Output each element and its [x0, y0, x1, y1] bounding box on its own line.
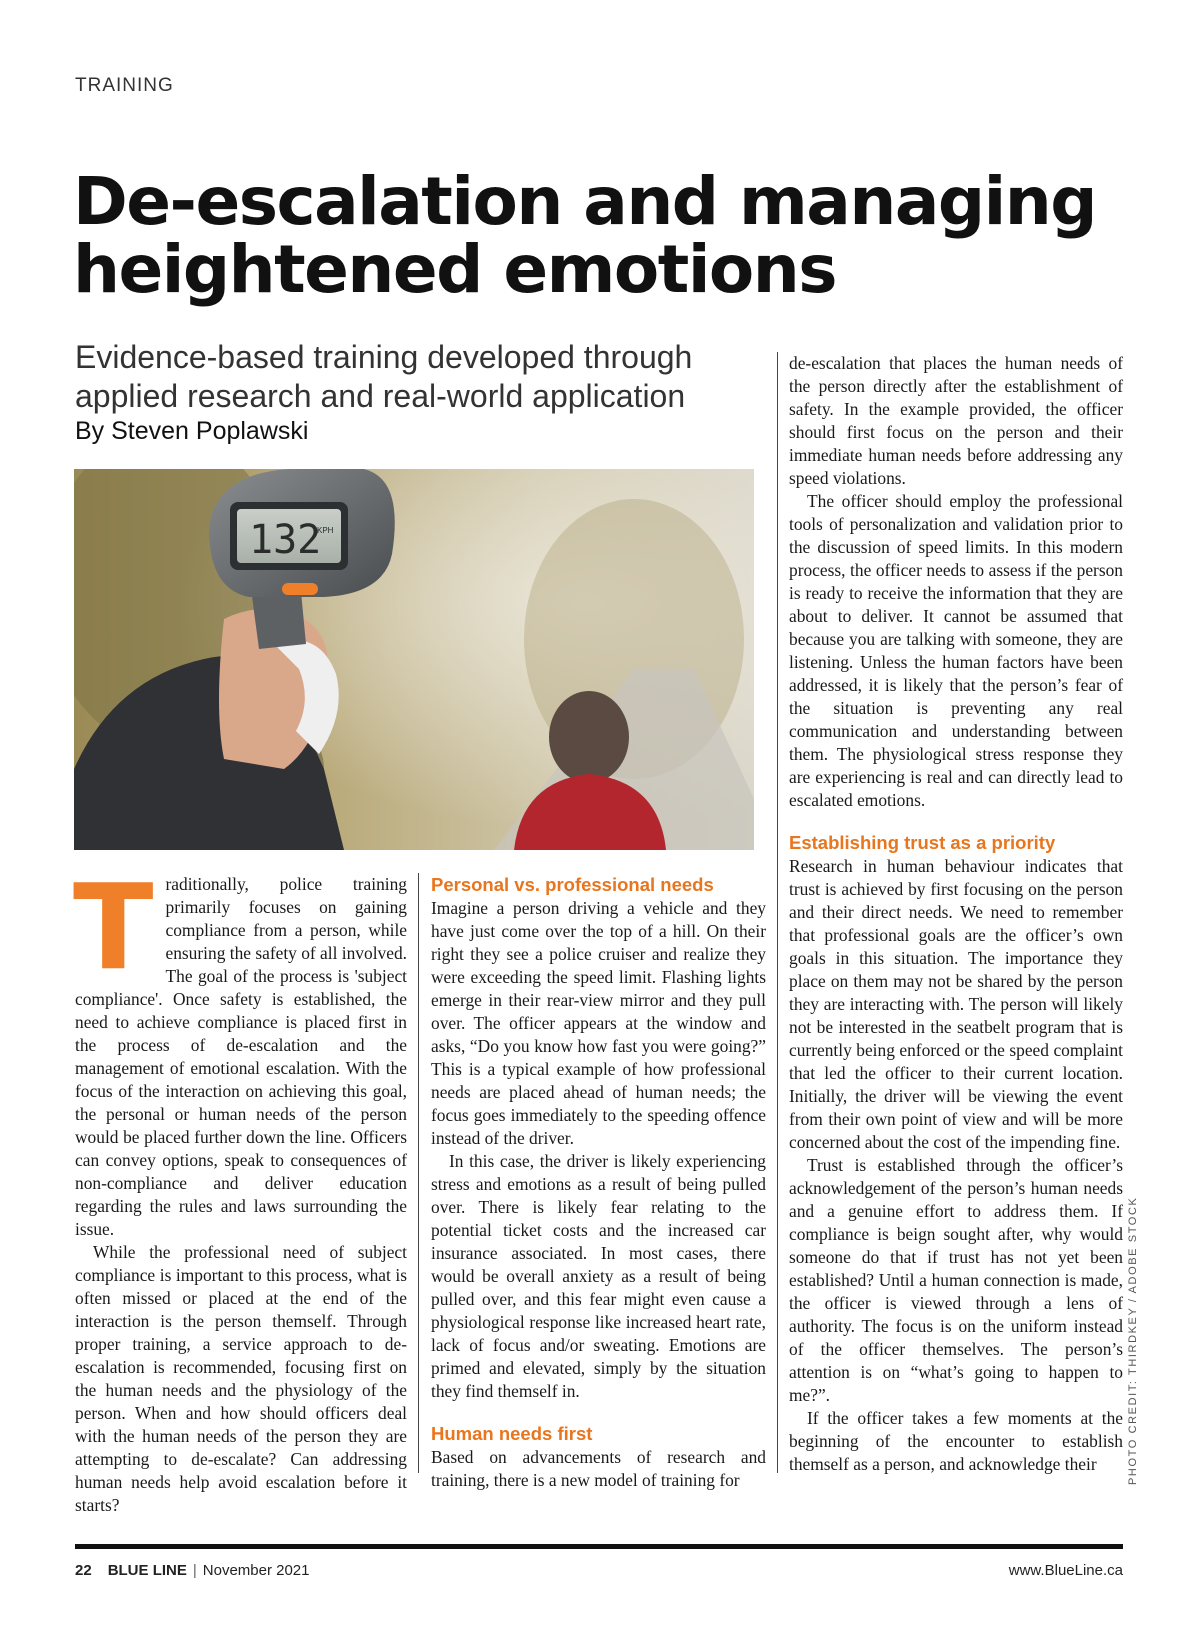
- page-number: 22: [75, 1562, 92, 1579]
- byline: By Steven Poplawski: [75, 417, 309, 445]
- column-rule-1: [418, 873, 419, 1473]
- section-label: TRAINING: [75, 75, 174, 96]
- article-paragraph: The officer should employ the professional tools of personalization and validation prior to the discussion of speed limits. In this modern process, the officer needs to assess if the person is ready to receive the information that they are about to deliver. It cannot be assumed that because you are talking with someone, they are listening. Unless the human factors have been addressed, it is likely that the person’s fear of the situation is preventing any real communication and understanding between them. The physiological stress response they are experiencing is real and can directly lead to escalated emotions.: [789, 491, 1123, 810]
- subhead-establishing-trust: Establishing trust as a priority: [789, 832, 1056, 853]
- footer-separator: |: [192, 1562, 197, 1579]
- article-paragraph: If the officer takes a few moments at the beginning of the encounter to establish themself as a person, and acknowledge their: [789, 1408, 1123, 1474]
- footer-rule: [75, 1544, 1123, 1549]
- subtitle: Evidence-based training developed through applied research and real-world application: [75, 339, 693, 414]
- article-column-2: [431, 873, 766, 1492]
- photo-credit: PHOTO CREDIT: THIRDKEY / ADOBE STOCK: [1127, 1196, 1139, 1485]
- article-column-1: [73, 858, 407, 1517]
- article-column-3: [789, 352, 1123, 1476]
- article-paragraph: In this case, the driver is likely experiencing stress and emotions as a result of being pulled over. There is likely fear relating to the potential ticket costs and the increased car insurance associated. In most cases, there would be overall anxiety as a result of being pulled over, and this fear might even cause a physiological response like increased heart rate, lack of focus and/or sweating. Emotions are primed and elevated, simply by the situation they find themself in.: [431, 1151, 766, 1401]
- article-paragraph: Trust is established through the officer’s acknowledgement of the person’s human needs and a genuine effort to address them. If compliance is beign sought after, why would someone do that if trust has not yet been established? Until a human connection is made, the officer is viewed through a lens of authority. The focus is on the uniform instead of the officer themselves. The person’s attention is on “what’s going to happen to me?”.: [789, 1155, 1123, 1405]
- article-paragraph: de-escalation that places the human needs of the person directly after the establishment of safety. In the example provided, the officer should first focus on the person and their immediate human needs before addressing any speed violations.: [789, 353, 1123, 488]
- article-paragraph: Based on advancements of research and training, there is a new model of training for: [431, 1447, 766, 1490]
- article-paragraph: Traditionally, police training primarily focuses on gaining compliance from a person, while ensuring the safety of all involved. The goal of the process is 'subject compliance'. Once safety is established, the need to achieve compliance is placed first in the process of de-escalation and the management of emotional escalation. With the focus of the interaction on achieving this goal, the personal or human needs of the person would be placed further down the line. Officers can convey options, speak to consequences of non-compliance and deliver education regarding the rules and laws surrounding the issue.: [73, 858, 407, 1239]
- magazine-name: BLUE LINE: [107, 1562, 187, 1579]
- article-paragraph: Research in human behaviour indicates that trust is achieved by first focusing on the person and their direct needs. We need to remember that professional goals are the officer’s own goals in this situation. The importance they place on them may not be shared by the person they are interacting with. The person will likely not be interested in the seatbelt program that is currently being enforced or the speed complaint that led the officer to their current location. Initially, the driver will be viewing the event from their own point of view and will be more concerned about the cost of the impending fine.: [789, 856, 1123, 1152]
- subhead-personal-needs: Personal vs. professional needs: [431, 874, 714, 895]
- headline: De-escalation and managing heightened emotions: [73, 163, 1096, 308]
- issue-date: November 2021: [202, 1562, 310, 1579]
- radar-unit: KPH: [317, 526, 334, 535]
- radar-reading: 132: [249, 517, 322, 563]
- article-paragraph: Imagine a person driving a vehicle and they have just come over the top of a hill. On their right they see a police cruiser and realize they were exceeding the speed limit. Flashing lights emerge in their rear-view mirror and they pull over. The officer appears at the window and asks, “Do you know how fast you were going?” This is a typical example of how professional needs are placed ahead of human needs; the focus goes immediately to the speeding offence instead of the driver.: [431, 898, 766, 1148]
- article-paragraph: While the professional need of subject compliance is important to this process, what is often missed or placed at the end of the interaction is the person themself. Through proper training, a service approach to de-escalation is recommended, focusing first on the human needs and the physiology of the person. When and how should officers deal with the human needs of the person they are attempting to de-escalate? Can addressing human needs help avoid escalation before it starts?: [75, 1242, 407, 1515]
- subhead-human-needs-first: Human needs first: [431, 1423, 593, 1444]
- footer-left: [75, 1562, 310, 1579]
- website-link[interactable]: www.BlueLine.ca: [1008, 1562, 1123, 1579]
- drop-cap: T: [73, 858, 154, 996]
- column-rule-2: [777, 352, 778, 1473]
- radar-gun-photo: [74, 469, 754, 850]
